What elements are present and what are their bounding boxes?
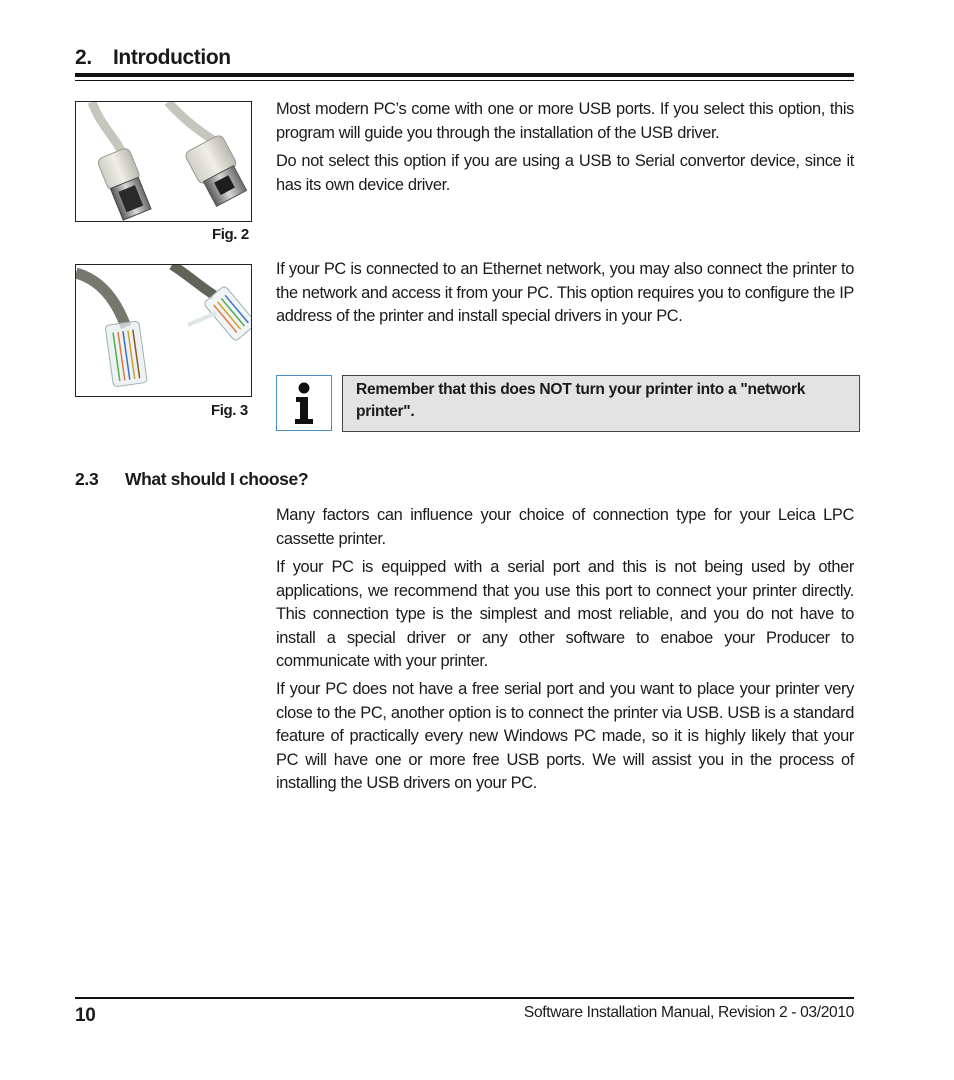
page-number: 10 xyxy=(75,1005,96,1026)
usb-paragraph: Most modern PC’s come with one or more USB ports. If you select this option, this program will guide you through the installation of the USB driver. xyxy=(276,100,854,142)
subsection-number: 2.3 xyxy=(75,469,99,489)
ethernet-paragraph: If your PC is connected to an Ethernet network, you may also connect the printer to the network and access it from your PC. This option requires you to configure the IP address of the printer and install special drivers in your PC. xyxy=(276,260,854,325)
heading-rule-thick xyxy=(75,73,854,77)
figure-caption: Fig. 3 xyxy=(211,402,248,419)
subsection-title: What should I choose? xyxy=(125,469,309,489)
body-paragraph: If your PC does not have a free serial port and you want to place your printer very close to the PC, another option is to connect the printer via USB. USB is a standard feature of practically every new Windows PC made, so it is highly likely that your PC will have one or more free USB ports. We will assist you in the process of installing the USB drivers on your PC. xyxy=(276,680,854,792)
usb-paragraph: Do not select this option if you are using a USB to Serial convertor device, since it has its own device driver. xyxy=(276,152,854,194)
info-icon xyxy=(276,375,332,431)
usb-cable-icon xyxy=(76,102,251,221)
footer-rule xyxy=(75,997,854,999)
footer-text: Software Installation Manual, Revision 2 - 03/2010 xyxy=(523,1004,854,1021)
body-paragraph: Many factors can influence your choice of connection type for your Leica LPC cassette printer. xyxy=(276,506,854,548)
heading-rule-thin xyxy=(75,80,854,81)
section-number: 2. xyxy=(75,46,92,69)
usb-cable-figure xyxy=(75,101,252,222)
figure-caption: Fig. 2 xyxy=(212,226,249,243)
note-box: Remember that this does NOT turn your printer into a "network printer". xyxy=(342,375,860,432)
ethernet-cable-icon xyxy=(76,265,251,396)
body-paragraph: If your PC is equipped with a serial port and this is not being used by other applications, we recommend that you use this port to connect your printer directly. This connection type is the simplest and most reliable, and you do not have to install a special driver or any other software to enaboe your Producer to communicate with your printer. xyxy=(276,558,854,670)
section-title: Introduction xyxy=(113,46,231,69)
ethernet-cable-figure xyxy=(75,264,252,397)
